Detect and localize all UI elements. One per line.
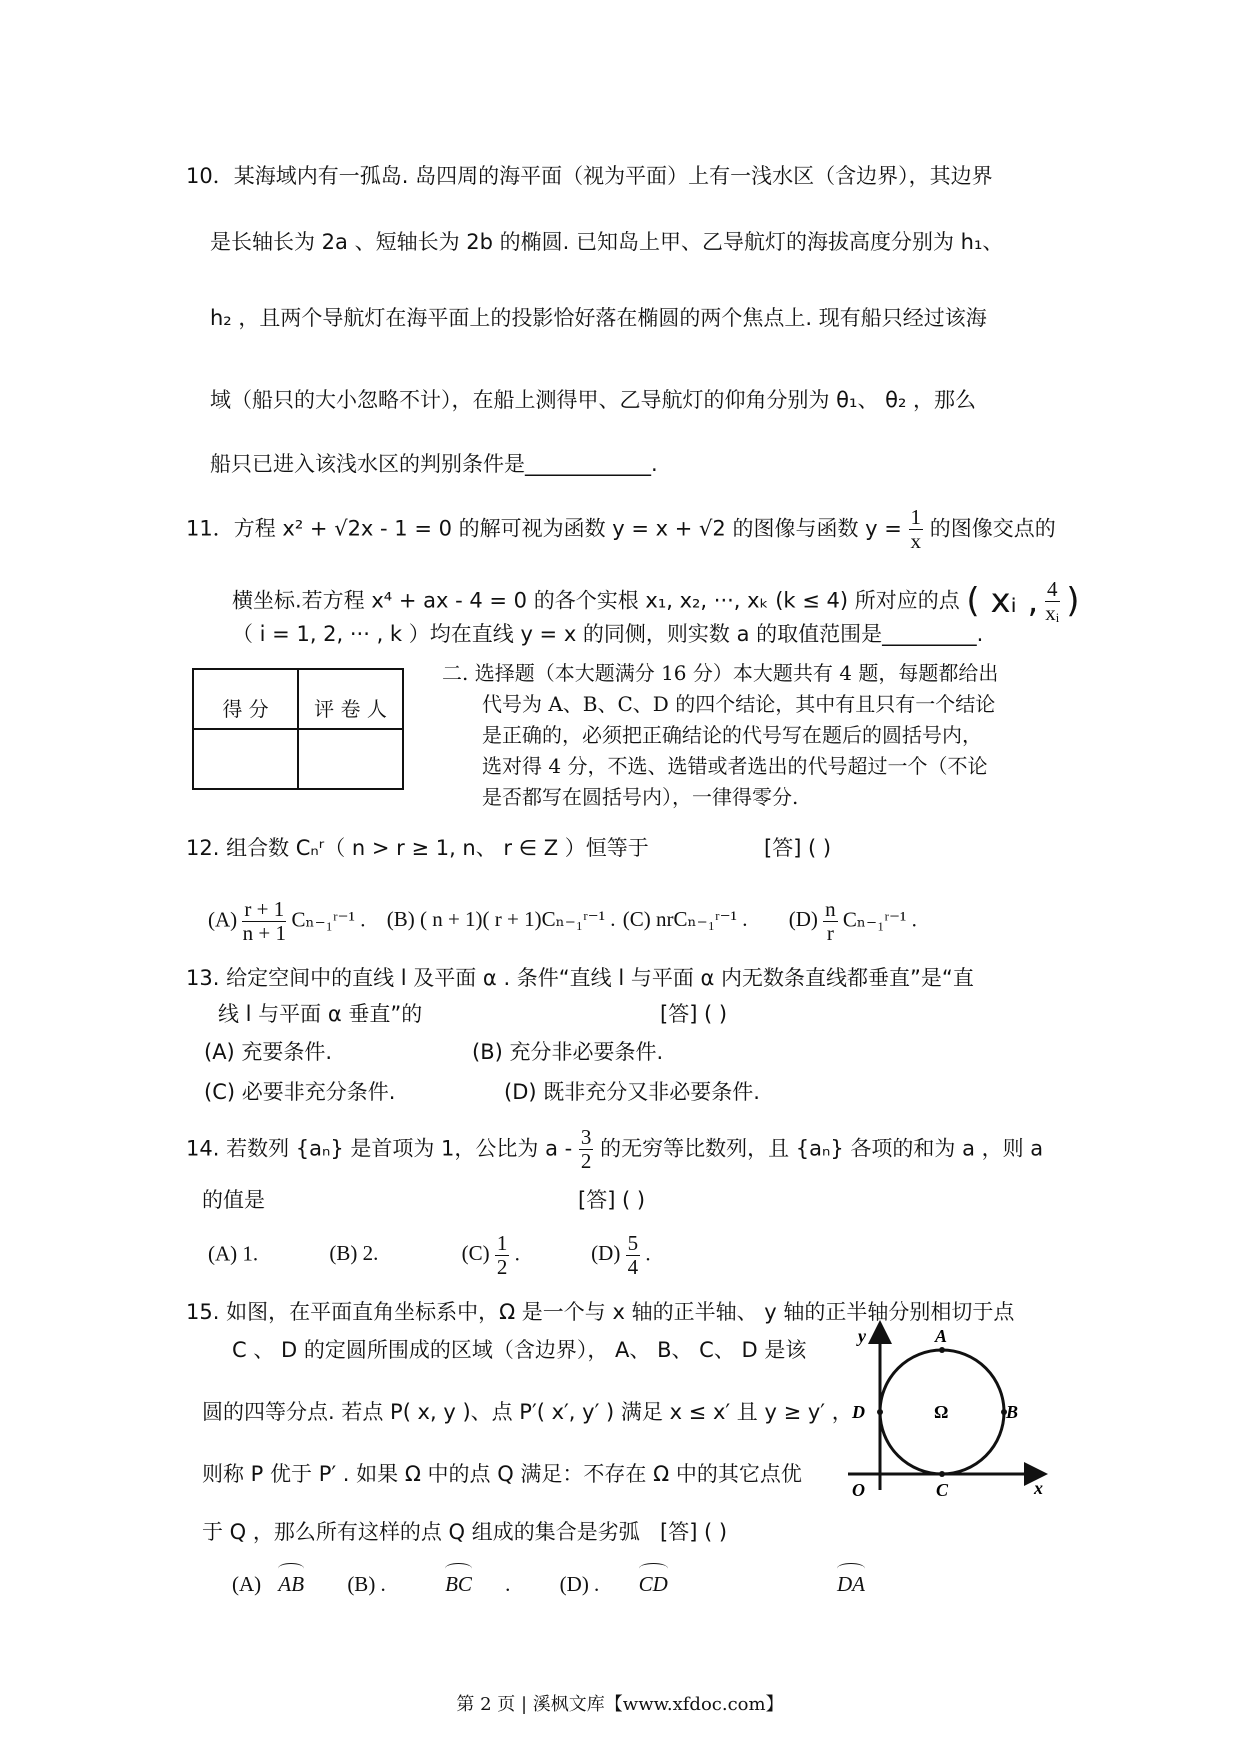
q14-option-a: (A) 1. — [208, 1241, 259, 1266]
point-a-dot — [939, 1347, 945, 1353]
q13-option-a: (A) 充要条件. — [204, 1040, 333, 1064]
q15-option-b-arc: BC — [445, 1572, 472, 1596]
q11-point-open: ( xᵢ , — [966, 581, 1039, 622]
q13-line-2: 线 l 与平面 α 垂直”的 — [218, 1002, 423, 1026]
q12-answer-slot: [答] ( ) — [764, 836, 832, 860]
section-2-instructions — [442, 658, 1042, 813]
section-2-line-4: 选对得 4 分，不选、选错或者选出的代号超过一个（不论 — [482, 754, 988, 778]
q14-line-1-text: 14. 若数列 {aₙ} 是首项为 1，公比为 a - — [186, 1136, 573, 1161]
q14-options: (A) 1. (B) 2. (C) $\frac{1}{2}$ . (D) $\frac{5}{4}$ . — [208, 1231, 651, 1280]
q14-option-d-fraction — [626, 1232, 641, 1279]
q14-d-num: 5 — [627, 1231, 639, 1255]
q11-frac1-num: 1 — [910, 505, 922, 529]
q14-frac-den: 2 — [580, 1149, 592, 1174]
q14-answer-slot: [答] ( ) — [578, 1188, 646, 1212]
q11-line-2-text: 横坐标.若方程 x⁴ + ax - 4 = 0 的各个实根 x₁, x₂, ···, xₖ (k ≤ 4) 所对应的点 — [232, 588, 960, 613]
q13-option-b: (B) 充分非必要条件. — [472, 1040, 664, 1064]
q15-option-d-label: (D) . — [559, 1572, 600, 1596]
q14-option-d-label: (D) — [591, 1241, 621, 1266]
q15-figure — [840, 1318, 1050, 1502]
section-2-line-2: 代号为 A、B、C、D 的四个结论，其中有且只有一个结论 — [482, 692, 996, 716]
q10-line-1: 10．某海域内有一孤岛. 岛四周的海平面（视为平面）上有一浅水区（含边界），其边界 — [186, 164, 993, 188]
q11-point-close: ) — [1066, 581, 1080, 622]
score-table — [192, 668, 404, 790]
q14-line-1 — [186, 1126, 1043, 1173]
q15-option-b-label: (B) . — [347, 1572, 386, 1596]
grader-cell-label: 评 卷 人 — [298, 669, 403, 729]
q10-line-4: 域（船只的大小忽略不计），在船上测得甲、乙导航灯的仰角分别为 θ₁、 θ₂ ，那么 — [210, 388, 977, 412]
fig-x-label: x — [1034, 1478, 1043, 1498]
section-2-line-3: 是正确的，必须把正确结论的代号写在题后的圆括号内， — [482, 723, 982, 747]
q15-option-a-label: (A) — [232, 1572, 262, 1596]
q15-option-c-arc: CD — [638, 1572, 668, 1596]
q12-stem: 12. 组合数 Cₙʳ（ n > r ≥ 1, n、 r ∈ Z ）恒等于 — [186, 836, 649, 860]
q11-fraction-2 — [1045, 578, 1060, 625]
q15-answer-slot: [答] ( ) — [660, 1520, 728, 1544]
q10-line-2: 是长轴长为 2a 、短轴长为 2b 的椭圆. 已知岛上甲、乙导航灯的海拔高度分别为 h₁、 — [210, 230, 1004, 254]
q13-answer-slot: [答] ( ) — [660, 1002, 728, 1026]
q12-d-den: r — [826, 921, 834, 946]
q14-line-2: 的值是 — [202, 1188, 265, 1212]
q15-option-a-arc: AB — [278, 1572, 305, 1596]
q14-frac-num: 3 — [580, 1125, 592, 1149]
fig-omega-label: Ω — [934, 1402, 949, 1422]
point-d-dot — [877, 1409, 883, 1415]
q15-line-5: 于 Q ，那么所有这样的点 Q 组成的集合是劣弧 — [202, 1520, 640, 1544]
q12-option-a-fraction — [242, 898, 286, 945]
q10-line-5: 船只已进入该浅水区的判别条件是____________. — [210, 452, 658, 476]
q14-c-den: 2 — [496, 1255, 508, 1280]
section-2-line-5: 是否都写在圆括号内），一律得零分. — [482, 785, 799, 809]
fig-y-label: y — [858, 1326, 866, 1346]
q11-line-2 — [232, 578, 1079, 625]
q12-options — [208, 898, 917, 945]
q12-option-a-label: (A) — [208, 907, 238, 932]
q15-line-1: 15. 如图，在平面直角坐标系中，Ω 是一个与 x 轴的正半轴、 y 轴的正半轴分别相切于点 — [186, 1300, 1015, 1324]
q15-line-3: 圆的四等分点. 若点 P( x, y )、点 P′( x′, y′ ) 满足 x ≤ x′ 且 y ≥ y′ ， — [202, 1400, 853, 1424]
fig-point-d: D — [852, 1402, 865, 1422]
grader-cell-empty — [298, 729, 403, 789]
q11-frac1-den: x — [910, 529, 922, 554]
fig-point-c: C — [936, 1480, 949, 1500]
page-footer: 第 2 页 | 溪枫文库【www.xfdoc.com】 — [456, 1694, 784, 1715]
q14-ratio-fraction — [579, 1126, 594, 1173]
q15-option-d-arc: DA — [837, 1572, 865, 1596]
q11-frac2-den: xᵢ — [1045, 601, 1060, 626]
q10-line-3: h₂ ，且两个导航灯在海平面上的投影恰好落在椭圆的两个焦点上. 现有船只经过该海 — [210, 306, 987, 330]
q11-line-1-tail: 的图像交点的 — [929, 516, 1056, 541]
q12-option-d-fraction — [823, 898, 838, 945]
section-2-line-1: 二. 选择题（本大题满分 16 分）本大题共有 4 题，每题都给出 — [442, 661, 999, 685]
q13-option-d: (D) 既非充分又非必要条件. — [504, 1080, 760, 1104]
q14-option-c-label: (C) — [461, 1241, 490, 1266]
score-cell-empty — [193, 729, 298, 789]
q11-line-3: （ i = 1, 2, ··· , k ）均在直线 y = x 的同侧，则实数 a 的取值范围是_________. — [232, 622, 984, 646]
q14-option-b: (B) 2. — [329, 1241, 379, 1266]
q15-option-c-dot: . — [505, 1572, 511, 1596]
q11-fraction-1 — [909, 506, 924, 553]
fig-point-b: B — [1006, 1402, 1019, 1422]
q12-a-den: n + 1 — [242, 921, 286, 946]
q12-option-a-tail: Cₙ₋₁ʳ⁻¹ . — [291, 907, 366, 932]
q11-line-1 — [186, 506, 1056, 553]
q12-option-c: (C) nrCₙ₋₁ʳ⁻¹ . — [622, 907, 748, 932]
q11-line-1-text: 11．方程 x² + √2x - 1 = 0 的解可视为函数 y = x + √2 的图像与函数 y = — [186, 516, 902, 541]
q12-option-b: (B) ( n + 1)( r + 1)Cₙ₋₁ʳ⁻¹ . — [386, 907, 616, 932]
q14-line-1-tail: 的无穷等比数列，且 {aₙ} 各项的和为 a ，则 a — [600, 1136, 1044, 1161]
score-cell-label: 得 分 — [193, 669, 298, 729]
q12-a-num: r + 1 — [244, 897, 285, 921]
q15-line-2: C 、 D 的定圆所围成的区域（含边界）， A、 B、 C、 D 是该 — [232, 1338, 807, 1362]
q15-line-4: 则称 P 优于 P′ . 如果 Ω 中的点 Q 满足：不存在 Ω 中的其它点优 — [202, 1462, 802, 1486]
q15-options — [232, 1572, 865, 1597]
q14-c-num: 1 — [496, 1231, 508, 1255]
point-c-dot — [939, 1471, 945, 1477]
q12-option-d-label: (D) — [788, 907, 818, 932]
q14-d-den: 4 — [627, 1255, 639, 1280]
q14-option-c-fraction — [495, 1232, 510, 1279]
fig-point-a: A — [935, 1326, 948, 1346]
q12-option-d-tail: Cₙ₋₁ʳ⁻¹ . — [842, 907, 917, 932]
q11-frac2-num: 4 — [1047, 577, 1058, 601]
q13-line-1: 13. 给定空间中的直线 l 及平面 α . 条件“直线 l 与平面 α 内无数条直线都垂直”是“直 — [186, 966, 974, 990]
q12-d-num: n — [825, 897, 836, 921]
q13-option-c: (C) 必要非充分条件. — [204, 1080, 396, 1104]
fig-origin-label: O — [852, 1480, 865, 1500]
